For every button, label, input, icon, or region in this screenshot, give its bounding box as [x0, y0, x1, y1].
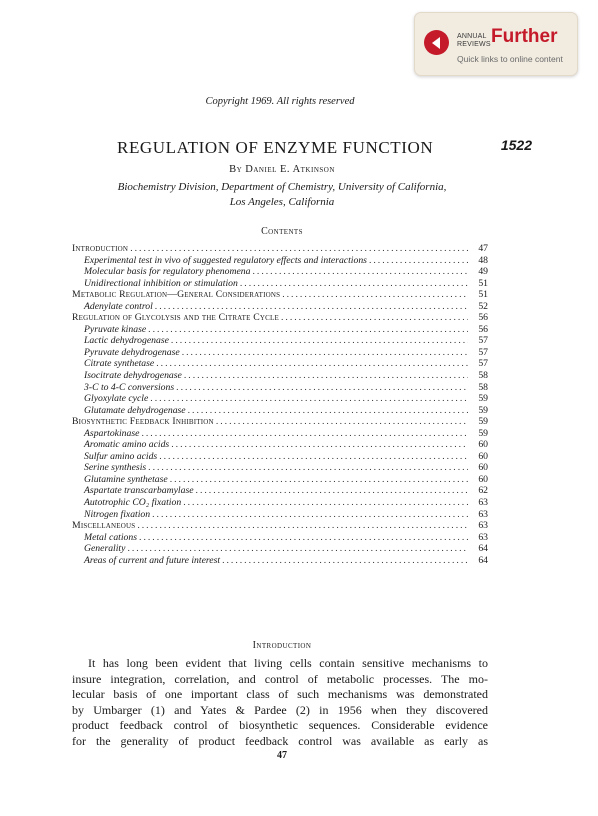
toc-entry — [72, 312, 488, 324]
toc-entry-page: 56 — [478, 312, 488, 324]
toc-entry — [72, 358, 488, 370]
toc-entry-page: 51 — [478, 289, 488, 301]
toc-entry — [72, 301, 488, 313]
introduction-heading: Introduction — [252, 640, 312, 651]
toc-leader-dots — [137, 520, 468, 532]
toc-entry-label: Aspartate transcarbamylase — [84, 485, 194, 497]
banner-publisher: ANNUAL REVIEWS — [457, 33, 491, 48]
toc-entry — [72, 474, 488, 486]
copyright-notice: Copyright 1969. All rights reserved — [205, 96, 355, 107]
toc-entry-label: Glyoxylate cycle — [84, 393, 149, 405]
toc-entry-label: Sulfur amino acids — [84, 450, 158, 462]
toc-leader-dots — [141, 428, 468, 440]
toc-entry-page: 63 — [478, 508, 488, 520]
toc-entry-page: 59 — [478, 427, 488, 439]
toc-entry — [72, 509, 488, 521]
toc-entry — [72, 428, 488, 440]
toc-entry-page: 59 — [478, 404, 488, 416]
toc-leader-dots — [252, 266, 468, 278]
body-line: It has long been evident that living cells contain sensitive mechanisms to — [88, 656, 488, 670]
toc-entry — [72, 370, 488, 382]
body-line: by Umbarger (1) and Yates & Pardee (2) in 1956 when they discovered — [72, 702, 488, 717]
toc-entry-page: 64 — [478, 543, 488, 555]
toc-leader-dots — [183, 497, 468, 509]
toc-entry-label: Miscellaneous — [72, 520, 136, 532]
toc-leader-dots — [188, 405, 468, 417]
toc-entry-page: 51 — [478, 277, 488, 289]
toc-entry-label: Aromatic amino acids — [84, 439, 170, 451]
toc-entry-label: Citrate synthetase — [84, 358, 155, 370]
toc-entry-page: 62 — [478, 485, 488, 497]
toc-entry-page: 57 — [478, 346, 488, 358]
toc-leader-dots — [240, 278, 468, 290]
toc-entry-label: Aspartokinase — [84, 427, 140, 439]
toc-entry-label: Nitrogen fixation — [84, 508, 151, 520]
toc-entry — [72, 324, 488, 336]
toc-entry-page: 47 — [478, 243, 488, 254]
toc-entry-label: Biosynthetic Feedback Inhibition — [72, 416, 214, 428]
toc-entry-label: Pyruvate kinase — [84, 323, 147, 335]
toc-entry-page: 57 — [478, 358, 488, 370]
toc-entry — [72, 555, 488, 567]
toc-entry-page: 60 — [478, 473, 488, 485]
toc-entry-label: Pyruvate dehydrogenase — [84, 346, 180, 358]
toc-entry — [72, 289, 488, 301]
annual-reviews-further-banner[interactable] — [414, 12, 578, 76]
introduction-body — [72, 656, 488, 750]
toc-entry — [72, 462, 488, 474]
toc-entry — [72, 451, 488, 463]
toc-leader-dots — [127, 543, 468, 555]
toc-leader-dots — [184, 370, 468, 382]
affiliation-line-2: Los Angeles, California — [229, 196, 335, 208]
toc-entry — [72, 255, 488, 267]
toc-entry — [72, 243, 488, 255]
toc-entry-label: Isocitrate dehydrogenase — [84, 370, 182, 382]
toc-entry-page: 52 — [478, 300, 488, 312]
toc-entry-label: Introduction — [72, 243, 129, 254]
toc-entry-label: Unidirectional inhibition or stimulation — [84, 277, 238, 289]
toc-entry-label: Metal cations — [84, 531, 138, 543]
body-line: for the generality of product feedback control was available as early as — [72, 733, 488, 748]
toc-entry-page: 56 — [478, 323, 488, 335]
toc-entry-label: Metabolic Regulation—General Considerations — [72, 289, 281, 301]
toc-entry — [72, 520, 488, 532]
toc-entry-label: Glutamine synthetase — [84, 473, 168, 485]
toc-entry-label: Experimental test in vivo of suggested regulatory effects and interactions — [84, 254, 367, 266]
affiliation-line-1: Biochemistry Division, Department of Chemistry, University of California, — [117, 181, 447, 193]
toc-entry-page: 57 — [478, 335, 488, 347]
toc-entry-page: 64 — [478, 554, 488, 566]
toc-entry — [72, 347, 488, 359]
body-line: product feedback control of biosynthetic sequences. Considerable evidence — [72, 718, 488, 733]
toc-leader-dots — [170, 474, 468, 486]
page-number-bottom: 47 — [277, 750, 287, 761]
toc-entry-page: 58 — [478, 381, 488, 393]
toc-entry-label: Areas of current and future interest — [84, 554, 221, 566]
toc-leader-dots — [222, 555, 468, 567]
contents-heading: Contents — [261, 226, 303, 237]
toc-entry — [72, 497, 488, 509]
toc-leader-dots — [182, 347, 468, 359]
toc-leader-dots — [152, 509, 468, 521]
toc-entry-page: 58 — [478, 370, 488, 382]
annual-reviews-logo-icon — [424, 30, 449, 55]
toc-entry-label: Lactic dehydrogenase — [84, 335, 169, 347]
page-number-top: 1522 — [500, 137, 532, 153]
toc-entry-page: 48 — [478, 254, 488, 266]
toc-entry-label: Autotrophic CO₂ fixation — [84, 497, 182, 509]
toc-entry — [72, 543, 488, 555]
toc-leader-dots — [130, 243, 468, 255]
toc-leader-dots — [282, 289, 468, 301]
toc-entry-page: 60 — [478, 462, 488, 474]
toc-entry-label: Adenylate control — [84, 300, 153, 312]
toc-entry — [72, 382, 488, 394]
toc-entry-page: 49 — [478, 266, 488, 278]
toc-leader-dots — [176, 382, 468, 394]
toc-entry-page: 59 — [478, 393, 488, 405]
toc-leader-dots — [216, 416, 468, 428]
toc-entry-label: Regulation of Glycolysis and the Citrate Cycle — [72, 312, 279, 324]
toc-entry — [72, 416, 488, 428]
toc-entry-label: Serine synthesis — [84, 462, 147, 474]
toc-leader-dots — [281, 312, 468, 324]
toc-entry-page: 59 — [478, 416, 488, 428]
toc-entry-page: 60 — [478, 439, 488, 451]
toc-entry-page: 63 — [478, 531, 488, 543]
toc-entry — [72, 405, 488, 417]
table-of-contents — [72, 243, 488, 566]
toc-leader-dots — [159, 451, 468, 463]
toc-entry — [72, 485, 488, 497]
toc-leader-dots — [139, 532, 468, 544]
toc-leader-dots — [148, 462, 468, 474]
toc-entry-page: 60 — [478, 450, 488, 462]
banner-further-label: Further — [491, 26, 558, 47]
toc-entry-label: Molecular basis for regulatory phenomena — [84, 266, 251, 278]
author-byline: By Daniel E. Atkinson — [229, 164, 335, 175]
toc-leader-dots — [369, 255, 468, 267]
toc-leader-dots — [148, 324, 468, 336]
toc-entry-page: 63 — [478, 520, 488, 532]
toc-entry — [72, 532, 488, 544]
banner-subtitle: Quick links to online content — [457, 54, 563, 64]
toc-leader-dots — [156, 358, 468, 370]
toc-leader-dots — [155, 301, 468, 313]
toc-leader-dots — [171, 439, 468, 451]
toc-entry-label: Glutamate dehydrogenase — [84, 404, 186, 416]
toc-entry — [72, 278, 488, 290]
body-line: insure integration, correlation, and control of metabolic processes. The mo- — [72, 671, 488, 686]
toc-entry — [72, 439, 488, 451]
body-line: lecular basis of one important class of such mechanisms was demonstrated — [72, 687, 488, 702]
toc-entry — [72, 335, 488, 347]
toc-entry-page: 63 — [478, 497, 488, 509]
toc-entry-label: 3-C to 4-C conversions — [84, 381, 175, 393]
toc-leader-dots — [150, 393, 468, 405]
article-title: REGULATION OF ENZYME FUNCTION — [117, 138, 434, 157]
toc-entry — [72, 266, 488, 278]
toc-entry — [72, 393, 488, 405]
toc-leader-dots — [196, 485, 468, 497]
toc-leader-dots — [171, 335, 468, 347]
toc-entry-label: Generality — [84, 543, 126, 555]
